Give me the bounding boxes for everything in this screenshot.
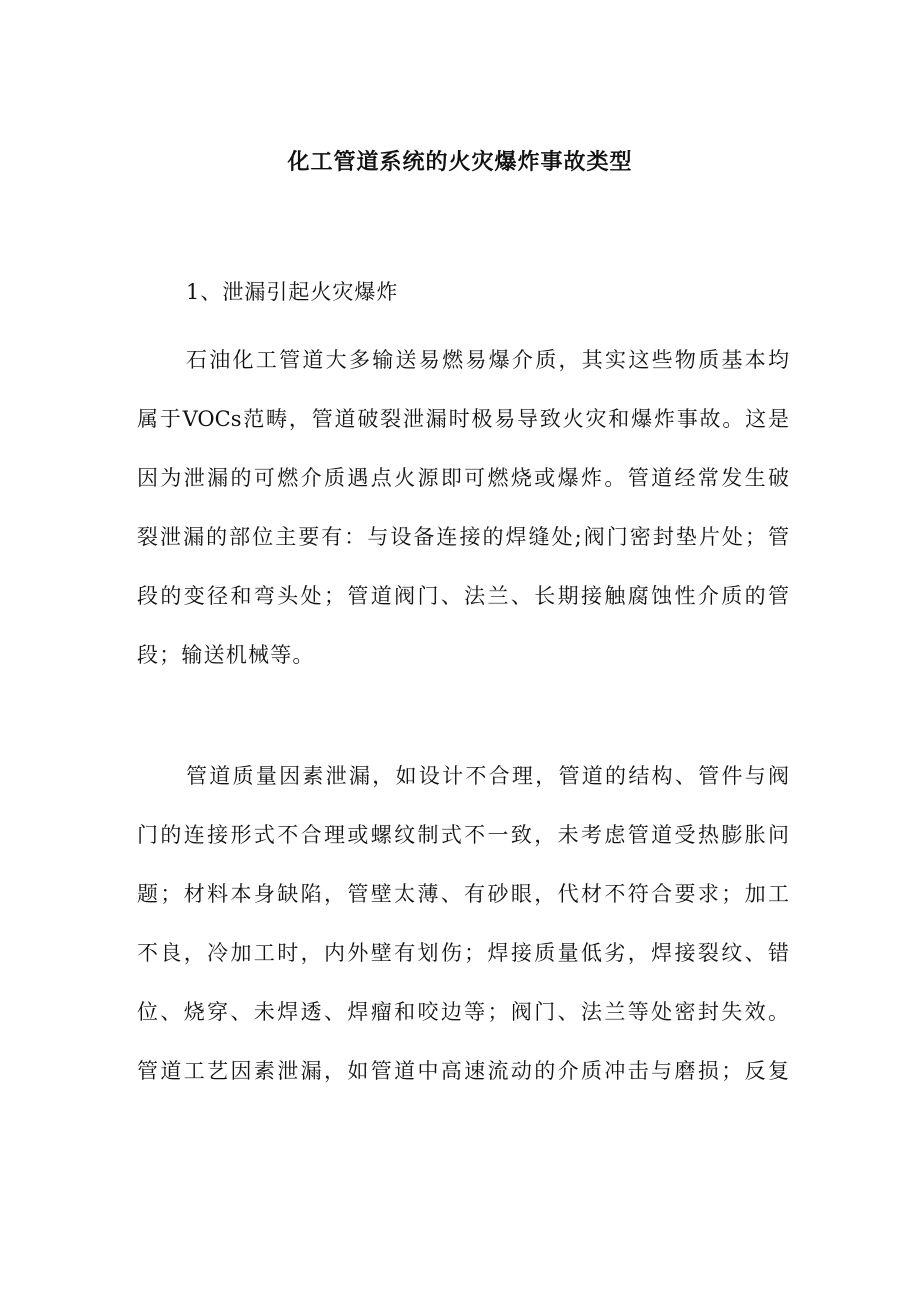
paragraph-line: 石油化工管道大多输送易燃易爆介质，其实这些物质基本均 xyxy=(186,348,789,372)
paragraph-leak-causes xyxy=(137,331,789,685)
section-heading: 1、泄漏引起火灾爆炸 xyxy=(186,280,399,304)
paragraph-line: 段；输送机械等。 xyxy=(137,643,315,667)
paragraph-line: 段的变径和弯头处；管道阀门、法兰、长期接触腐蚀性介质的管 xyxy=(137,584,789,608)
paragraph-line: 管道工艺因素泄漏，如管道中高速流动的介质冲击与磨损；反复 xyxy=(137,1059,789,1083)
paragraph-line: 题；材料本身缺陷，管壁太薄、有砂眼，代材不符合要求；加工 xyxy=(137,882,789,906)
paragraph-quality-factors xyxy=(137,747,789,1101)
document-title: 化工管道系统的火灾爆炸事故类型 xyxy=(287,149,633,175)
paragraph-line: 因为泄漏的可燃介质遇点火源即可燃烧或爆炸。管道经常发生破 xyxy=(137,466,789,490)
paragraph-line: 位、烧穿、未焊透、焊瘤和咬边等；阀门、法兰等处密封失效。 xyxy=(137,1000,789,1024)
paragraph-line: 属于VOCs范畴，管道破裂泄漏时极易导致火灾和爆炸事故。这是 xyxy=(137,407,789,431)
paragraph-line: 裂泄漏的部位主要有：与设备连接的焊缝处;阀门密封垫片处；管 xyxy=(137,525,789,549)
paragraph-line: 不良，冷加工时，内外壁有划伤；焊接质量低劣，焊接裂纹、错 xyxy=(137,941,789,965)
paragraph-line: 门的连接形式不合理或螺纹制式不一致，未考虑管道受热膨胀问 xyxy=(137,823,789,847)
paragraph-line: 管道质量因素泄漏，如设计不合理，管道的结构、管件与阀 xyxy=(186,764,789,788)
